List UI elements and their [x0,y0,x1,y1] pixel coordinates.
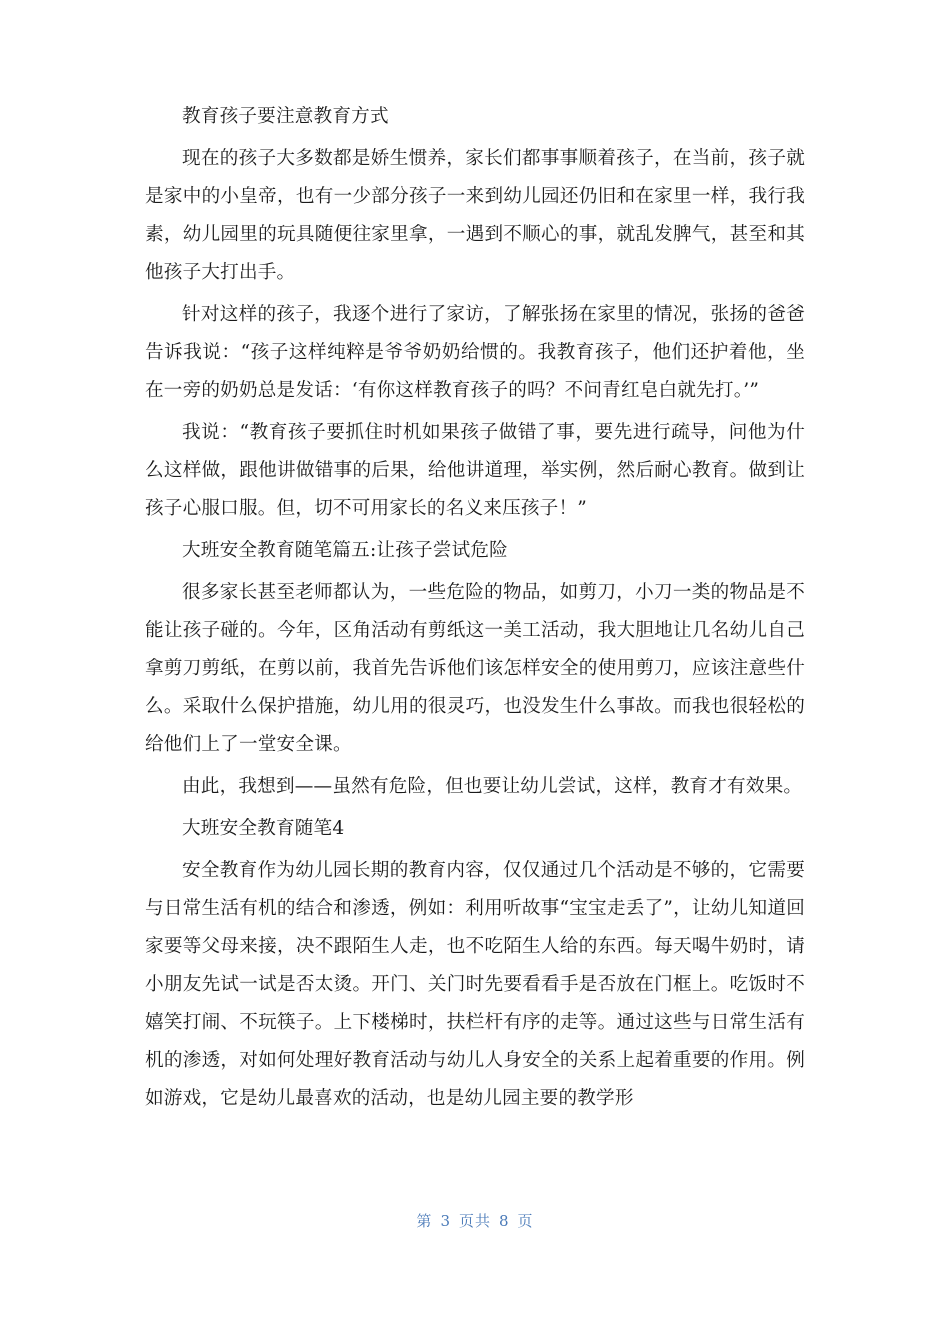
section-heading: 大班安全教育随笔4 [182,818,345,839]
body-paragraph: 很多家长甚至老师都认为，一些危险的物品，如剪刀，小刀一类的物品是不能让孩子碰的。今年，区角活动有剪纸这一美工活动，我大胆地让几名幼儿自己拿剪刀剪纸，在剪以前，我首先告诉他们该怎样安全的使用剪刀，应该注意些什么。采取什么保护措施，幼儿用的很灵巧，也没发生什么事故。而我也很轻松的给他们上了一堂安全课。 [145,582,805,755]
footer-label-end: 页 [517,1212,534,1230]
body-paragraph: 针对这样的孩子，我逐个进行了家访，了解张扬在家里的情况，张扬的爸爸告诉我说：“孩子这样纯粹是爷爷奶奶给惯的。我教育孩子，他们还护着他，坐在一旁的奶奶总是发话：‘有你这样教育孩子的吗？不问青红皂白就先打。’” [145,304,805,401]
body-paragraph: 由此，我想到——虽然有危险，但也要让幼儿尝试，这样，教育才有效果。 [182,776,803,797]
body-paragraph: 安全教育作为幼儿园长期的教育内容，仅仅通过几个活动是不够的，它需要与日常生活有机的结合和渗透，例如：利用听故事“宝宝走丢了”，让幼儿知道回家要等父母来接，决不跟陌生人走，也不吃陌生人给的东西。每天喝牛奶时，请小朋友先试一试是否太烫。开门、关门时先要看看手是否放在门框上。吃饭时不嬉笑打闹、不玩筷子。上下楼梯时，扶栏杆有序的走等。通过这些与日常生活有机的渗透，对如何处理好教育活动与幼儿人身安全的关系上起着重要的作用。例如游戏，它是幼儿最喜欢的活动，也是幼儿园主要的教学形 [145,860,805,1109]
section-heading: 教育孩子要注意教育方式 [182,106,389,127]
section-heading: 大班安全教育随笔篇五:让孩子尝试危险 [182,540,508,561]
footer-label-page: 第 [416,1212,433,1230]
footer-total-pages: 8 [499,1212,510,1230]
document-body [145,98,805,1122]
page-footer [0,1210,950,1231]
body-paragraph: 我说：“教育孩子要抓住时机如果孩子做错了事，要先进行疏导，问他为什么这样做，跟他讲做错事的后果，给他讲道理，举实例，然后耐心教育。做到让孩子心服口服。但，切不可用家长的名义来压孩子！” [145,422,805,519]
body-paragraph: 现在的孩子大多数都是娇生惯养，家长们都事事顺着孩子，在当前，孩子就是家中的小皇帝，也有一少部分孩子一来到幼儿园还仍旧和在家里一样，我行我素，幼儿园里的玩具随便往家里拿，一遇到不顺心的事，就乱发脾气，甚至和其他孩子大打出手。 [145,148,805,283]
footer-label-of: 页共 [458,1212,491,1230]
footer-current-page: 3 [440,1212,451,1230]
